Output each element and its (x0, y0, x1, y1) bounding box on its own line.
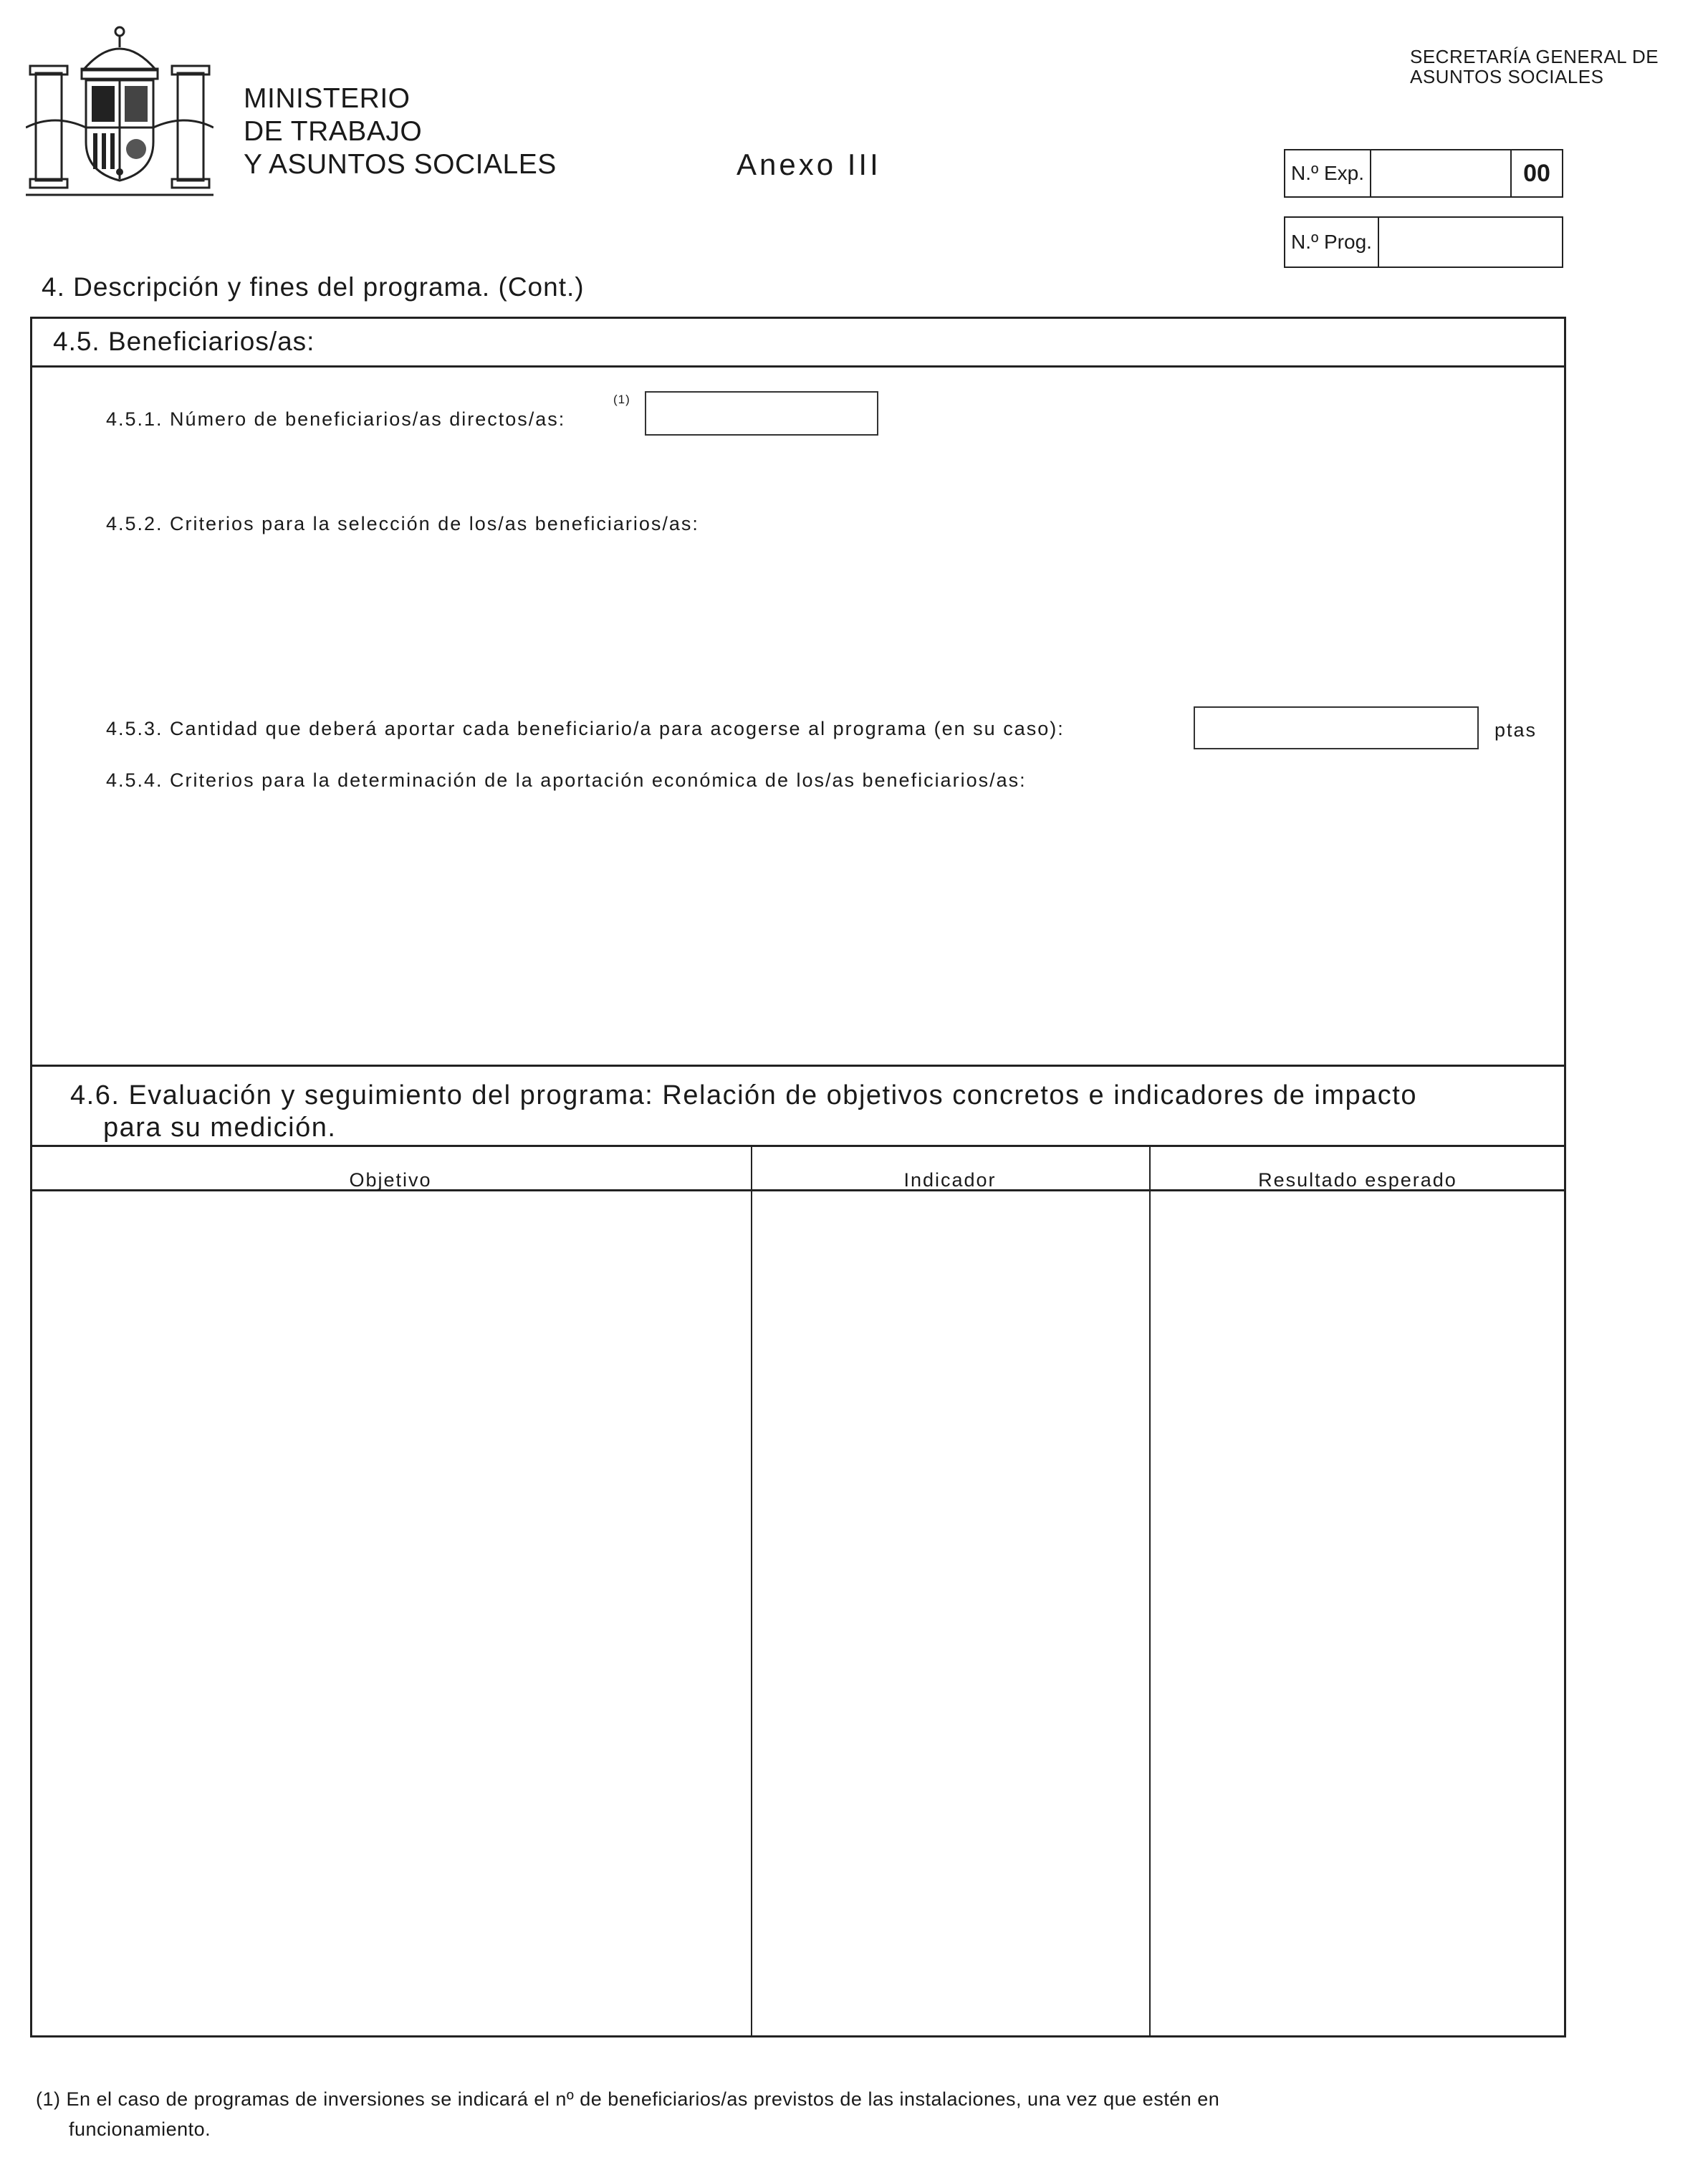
prog-number-input[interactable] (1379, 218, 1562, 267)
contribution-amount-input[interactable] (1194, 706, 1479, 749)
ministry-name-line-3: Y ASUNTOS SOCIALES (244, 149, 557, 180)
beneficiaries-count-input[interactable] (645, 391, 878, 436)
footnote-reference: (1) (613, 393, 630, 406)
beneficiaries-count-label: 4.5.1. Número de beneficiarios/as directos/as: (106, 408, 566, 430)
selection-criteria-label: 4.5.2. Criterios para la selección de los/as beneficiarios/as: (106, 513, 699, 534)
contribution-criteria-input-area[interactable] (106, 801, 1532, 1052)
indicador-input-area[interactable] (754, 1194, 1148, 2035)
exp-number-input[interactable] (1371, 150, 1510, 196)
prog-label: N.º Prog. (1285, 218, 1379, 267)
ministry-name-line-1: MINISTERIO (244, 83, 411, 114)
column-header-objetivo: Objetivo (349, 1168, 432, 1191)
exp-label: N.º Exp. (1285, 150, 1371, 196)
coat-of-arms-logo (26, 20, 214, 199)
section-heading: 4. Descripción y fines del programa. (Cont.) (42, 272, 585, 302)
secretaria-line-2: ASUNTOS SOCIALES (1410, 66, 1604, 87)
beneficiaries-section-title: 4.5. Beneficiarios/as: (53, 327, 315, 356)
contribution-criteria-label: 4.5.4. Criterios para la determinación de la aportación económica de los/as beneficiarios/as: (106, 769, 1027, 791)
prog-number-field (1284, 216, 1563, 268)
objetivo-input-area[interactable] (33, 1194, 749, 2035)
column-header-resultado: Resultado esperado (1258, 1168, 1457, 1191)
footnote-text: (1) En el caso de programas de inversiones se indicará el nº de beneficiarios/as previstos de las instalaciones, una vez que estén en (36, 2088, 1220, 2110)
currency-unit: ptas (1494, 719, 1537, 741)
exp-code: 00 (1510, 150, 1562, 196)
evaluation-section-title: 4.6. Evaluación y seguimiento del programa: Relación de objetivos concretos e indicadores de impacto (70, 1080, 1417, 1110)
contribution-amount-label: 4.5.3. Cantidad que deberá aportar cada beneficiario/a para acogerse al programa (en su caso): (106, 718, 1065, 739)
column-divider (751, 1146, 752, 2037)
evaluation-section-title-continued: para su medición. (103, 1113, 337, 1143)
selection-criteria-input-area[interactable] (106, 544, 1532, 688)
annex-title: Anexo III (737, 148, 881, 181)
divider-line (30, 1145, 1566, 1147)
resultado-input-area[interactable] (1152, 1194, 1563, 2035)
column-header-indicador: Indicador (903, 1168, 997, 1191)
divider-line (30, 365, 1566, 368)
divider-line (30, 1065, 1566, 1067)
column-divider (1149, 1146, 1151, 2037)
secretaria-line-1: SECRETARÍA GENERAL DE (1410, 46, 1659, 67)
exp-number-field (1284, 149, 1563, 198)
ministry-name-line-2: DE TRABAJO (244, 116, 423, 147)
footnote-text-continued: funcionamiento. (69, 2118, 211, 2140)
